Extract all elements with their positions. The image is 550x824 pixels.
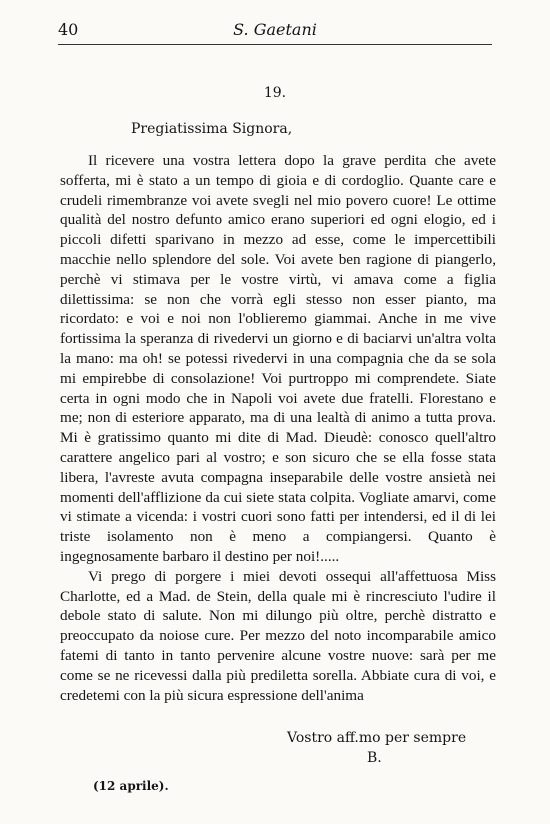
page-number: 40 xyxy=(58,20,79,39)
letter-date: (12 aprile). xyxy=(93,779,169,793)
paragraph-2: Vi prego di porgere i miei devoti ossequi all'affettuosa Miss Charlotte, ed a Mad. de Stein, della quale mi è rincresciuto l'udire il debole stato di salute. Non mi dilungo più oltre, perchè distratto e preoccupato da noiose cure. Per mezzo del noto incomparabile amico fatemi di tanto in tanto pervenire alcune vostre nuove: sarà per me come se ne ricevessi dalla più prediletta sorella. Abbiate cura di voi, e credetemi con la più sicura espressione dell'anima xyxy=(60,567,496,704)
page-header xyxy=(58,16,492,46)
salutation: Pregiatissima Signora, xyxy=(131,121,293,137)
letter-body xyxy=(60,151,496,705)
header-rule xyxy=(58,44,492,45)
closing-phrase: Vostro aff.mo per sempre xyxy=(287,730,467,746)
closing-block xyxy=(287,728,466,768)
signature: B. xyxy=(367,750,382,766)
running-title: S. Gaetani xyxy=(233,20,317,39)
paragraph-1: Il ricevere una vostra lettera dopo la grave perdita che avete sofferta, mi è stato a un tempo di gioia e di cordoglio. Quante care e crudeli rimembranze voi avete svegli nel mio povero cuore! Le ottime qualità del nostro defunto amico erano superiori ed ogni elogio, ed i piccoli difetti sparivano in mezzo ad esse, come le impercettibili macchie nello splendore del sole. Voi avete ben ragione di piangerlo, perchè vi stimava per le vostre virtù, vi amava come a figlia dilettissima: se non che vorrà egli stesso non esser pianto, ma ricordato: e voi e noi non l'oblieremo giammai. Anche in me vive fortissima la speranza di rivedervi un giorno e di baciarvi un'altra volta la mano: ma oh! se potessi rivedervi in una compagnia che da se sola mi empirebbe di consolazione! Voi purtroppo mi comprendete. Siate certa in ogni modo che in Napoli voi avete due fratelli. Florestano e me; non di esteriore apparato, ma di una lealtà di animo a tutta prova. Mi è gratissimo quanto mi dite di Mad. Dieudè: conosco quell'altro carattere angelico pari al vostro; e son sicuro che se ella fosse stata libera, l'avreste avuta compagna inseparabile delle vostre ansietà nei momenti dell'afflizione da cui siete stata colpita. Vogliate amarvi, come vi stimate a vicenda: i vostri cuori sono fatti per intendersi, ed il di lei triste isolamento non è meno a compiangersi. Quanto è ingegnosamente barbaro il destino per noi!..... xyxy=(60,152,496,565)
letter-number: 19. xyxy=(263,85,287,101)
